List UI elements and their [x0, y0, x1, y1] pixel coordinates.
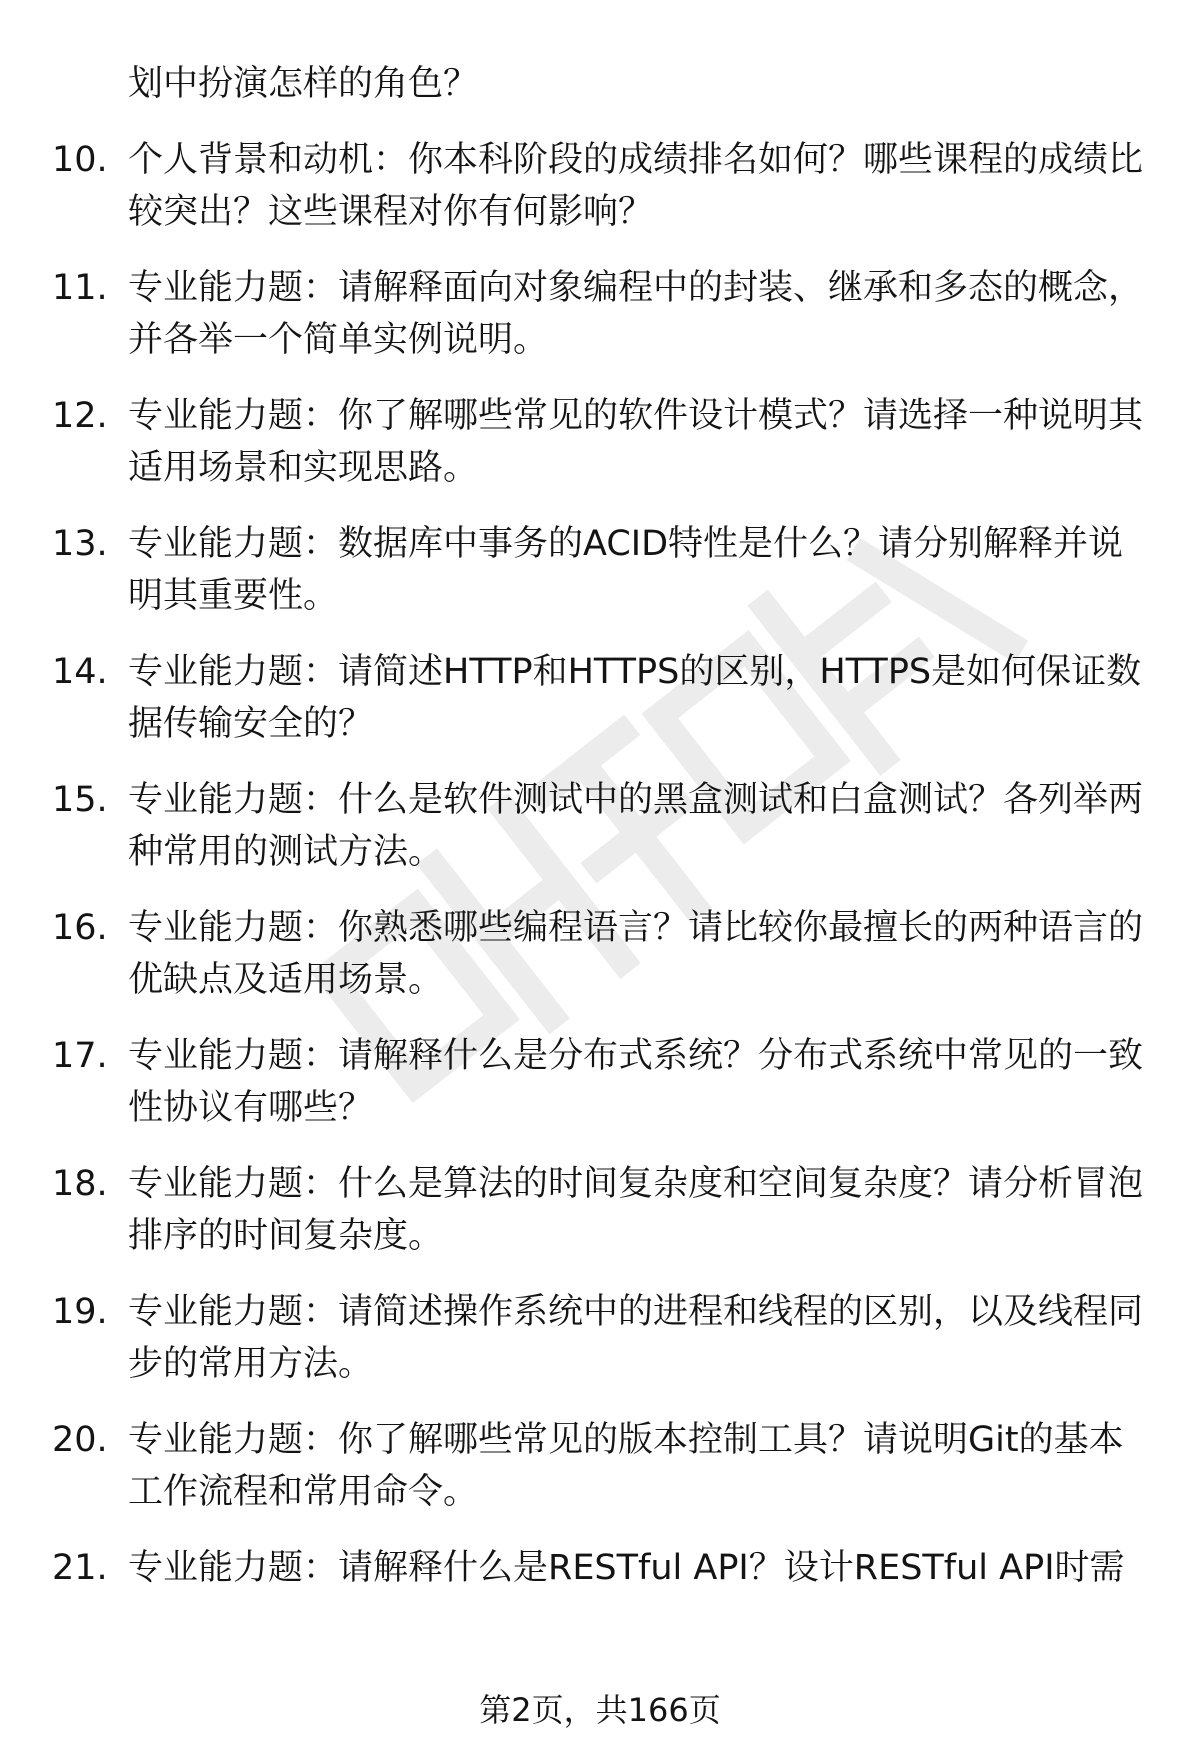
question-number: 18. [52, 1164, 108, 1204]
question-number: 20. [52, 1420, 108, 1460]
question-text: 专业能力题：请简述HTTP和HTTPS的区别，HTTPS是如何保证数据传输安全的？ [128, 652, 1142, 744]
question-item-16 [0, 902, 1200, 1006]
question-number: 11. [52, 268, 108, 308]
question-item-12 [0, 390, 1200, 494]
question-number: 14. [52, 652, 108, 692]
question-item-11 [0, 262, 1200, 366]
question-text: 专业能力题：你了解哪些常见的版本控制工具？请说明Git的基本工作流程和常用命令。 [128, 1420, 1124, 1512]
question-text: 个人背景和动机：你本科阶段的成绩排名如何？哪些课程的成绩比较突出？这些课程对你有何影响？ [128, 140, 1144, 232]
question-item-21 [0, 1542, 1200, 1646]
question-item-14 [0, 646, 1200, 750]
question-text: 专业能力题：请简述操作系统中的进程和线程的区别，以及线程同步的常用方法。 [128, 1292, 1144, 1384]
question-text: 专业能力题：什么是软件测试中的黑盒测试和白盒测试？各列举两种常用的测试方法。 [128, 780, 1144, 872]
question-text: 专业能力题：请解释面向对象编程中的封装、继承和多态的概念，并各举一个简单实例说明。 [128, 268, 1144, 360]
question-number: 16. [52, 908, 108, 948]
question-text: 专业能力题：请解释什么是RESTful API？设计RESTful API时需 [128, 1548, 1125, 1588]
question-text: 专业能力题：你了解哪些常见的软件设计模式？请选择一种说明其适用场景和实现思路。 [128, 396, 1144, 488]
question-item-13 [0, 518, 1200, 622]
question-text: 专业能力题：你熟悉哪些编程语言？请比较你最擅长的两种语言的优缺点及适用场景。 [128, 908, 1144, 1000]
question-item-10 [0, 134, 1200, 238]
question-item-15 [0, 774, 1200, 878]
question-text: 专业能力题：请解释什么是分布式系统？分布式系统中常见的一致性协议有哪些？ [128, 1036, 1144, 1128]
question-number: 12. [52, 396, 108, 436]
question-number: 21. [52, 1548, 108, 1588]
question-number: 13. [52, 524, 108, 564]
question-text: 专业能力题：什么是算法的时间复杂度和空间复杂度？请分析冒泡排序的时间复杂度。 [128, 1164, 1144, 1256]
continued-question-text: 划中扮演怎样的角色？ [128, 64, 479, 104]
question-item-20 [0, 1414, 1200, 1518]
page-footer: 第2页，共166页 [479, 1691, 721, 1729]
question-list [0, 134, 1200, 1646]
question-item-18 [0, 1158, 1200, 1262]
question-text: 专业能力题：数据库中事务的ACID特性是什么？请分别解释并说明其重要性。 [128, 524, 1124, 616]
question-number: 19. [52, 1292, 108, 1332]
document-content [0, 58, 1200, 1670]
question-item-19 [0, 1286, 1200, 1390]
question-number: 17. [52, 1036, 108, 1076]
question-item-17 [0, 1030, 1200, 1134]
question-number: 15. [52, 780, 108, 820]
question-number: 10. [52, 140, 108, 180]
